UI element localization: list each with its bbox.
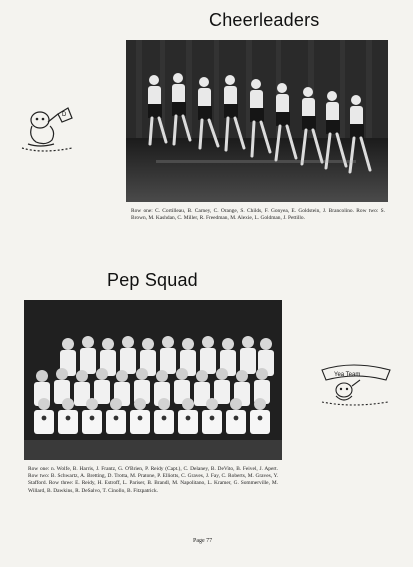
page-number: Page 77 [193, 538, 213, 544]
mascot-drawing-right [318, 356, 394, 408]
pep-squad-title: Pep Squad [107, 270, 198, 290]
cheerleaders-photo-image [126, 40, 388, 202]
right-banner-text: Yea Team [334, 372, 361, 378]
pep-squad-caption: Row one: n. Wolfe, B. Harris, J. Frantz, G. O'Brien, P. Reidy (Capt.), C. Delaney, B. DeVito, B. Feivel, J. Apert. Row two: B. Schwartz, A. Bretting, D. Trotta, M. Pratone, P. Elliotts, C. Graves, J. Fay, C. Roberts, M. Graves, Y. Stafford. Row three: E. Reidy, H. Estroff, L. Pariser, B. Brandl, M. Napolitano, L. Kramer, G. Sommerville, M. Willard, B. Dawkins, R. DeSalvo, T. Cinollo, B. Fitzpatrick. [28, 466, 278, 494]
cheerleaders-caption: Row one: C. Cortilleau, B. Carney, C. Orange, S. Childs, F. Gonyea, E. Goldstein, J. Brancolino. Row two: S. Brown, M. Kashdan, C. Miller, R. Freedman, M. Alexie, L. Goldman, J. Pettillo. [131, 208, 385, 222]
left-banner-text: D [62, 112, 67, 118]
pep-squad-photo-image [24, 300, 282, 460]
mascot-cartoon-left [18, 100, 84, 156]
cheerleaders-title: Cheerleaders [209, 10, 320, 30]
mascot-cartoon-right [318, 356, 394, 408]
cheerleaders-photo [126, 40, 388, 202]
mascot-drawing-left [18, 100, 84, 156]
pep-squad-photo [24, 300, 282, 460]
